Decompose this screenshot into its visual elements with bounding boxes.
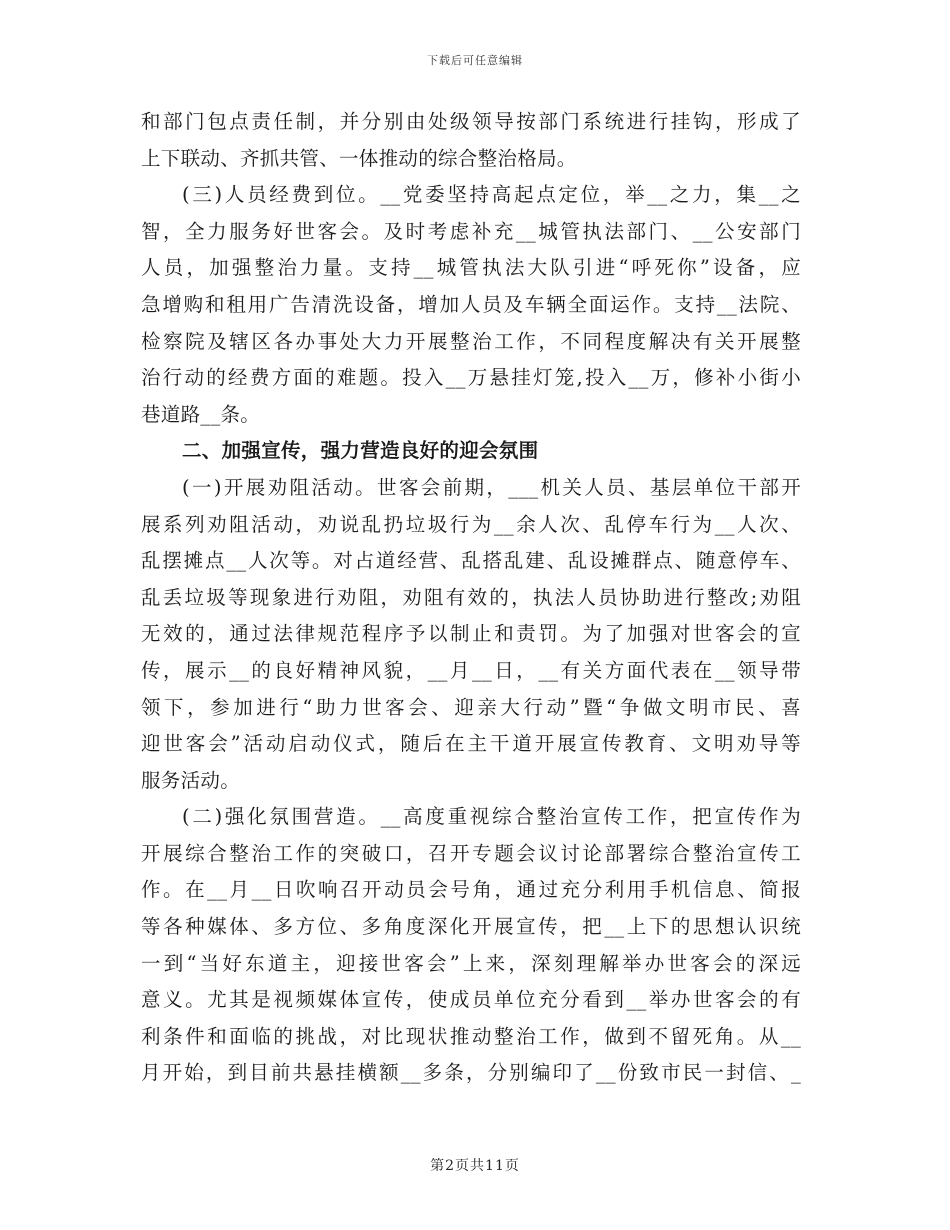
paragraph-line: 人员，加强整治力量。支持__城管执法大队引进“呼死你”设备，应 [141, 256, 801, 280]
paragraph-line: 月开始，到目前共悬挂横额__多条，分别编印了__份致市民一封信、_ [141, 1061, 801, 1085]
paragraph-line: 利条件和面临的挑战，对比现状推动整治工作，做到不留死角。从__ [141, 1024, 801, 1048]
document-body [141, 104, 801, 1092]
paragraph-line: 等各种媒体、多方位、多角度深化开展宣传，把__上下的思想认识统 [141, 915, 801, 939]
paragraph-line: 展系列劝阻活动，劝说乱扔垃圾行为__余人次、乱停车行为__人次、 [141, 512, 801, 536]
paragraph-line: 意义。尤其是视频媒体宣传，使成员单位充分看到__举办世客会的有 [141, 988, 801, 1012]
paragraph-line: 一到“当好东道主，迎接世客会”上来，深刻理解举办世客会的深远 [141, 951, 801, 975]
paragraph-line: (三)人员经费到位。__党委坚持高起点定位，举__之力，集__之 [182, 183, 801, 207]
paragraph-line: 上下联动、齐抓共管、一体推动的综合整治格局。 [141, 146, 577, 170]
paragraph-line: 治行动的经费方面的难题。投入__万悬挂灯笼,投入__万，修补小街小 [141, 366, 801, 390]
section-heading: 二、加强宣传，强力营造良好的迎会氛围 [182, 439, 539, 463]
paragraph-line: 无效的，通过法律规范程序予以制止和责罚。为了加强对世客会的宣 [141, 622, 801, 646]
paragraph-line: 乱摆摊点__人次等。对占道经营、乱搭乱建、乱设摊群点、随意停车、 [141, 549, 801, 573]
paragraph-line: 领下，参加进行“助力世客会、迎亲大行动”暨“争做文明市民、喜 [141, 695, 801, 719]
paragraph-line: (二)强化氛围营造。__高度重视综合整治宣传工作，把宣传作为 [182, 805, 801, 829]
paragraph-line: 开展综合整治工作的突破口，召开专题会议讨论部署综合整治宣传工 [141, 841, 801, 865]
paragraph-line: 检察院及辖区各办事处大力开展整治工作，不同程度解决有关开展整 [141, 329, 801, 353]
paragraph-line: 服务活动。 [141, 768, 241, 792]
paragraph-line: 传，展示__的良好精神风貌，__月__日，__有关方面代表在__领导带 [141, 658, 801, 682]
paragraph-line: (一)开展劝阻活动。世客会前期，___机关人员、基层单位干部开 [182, 475, 801, 499]
paragraph-line: 巷道路__条。 [141, 402, 261, 426]
paragraph-line: 和部门包点责任制，并分别由处级领导按部门系统进行挂钩，形成了 [141, 110, 801, 133]
paragraph-line: 急增购和租用广告清洗设备，增加人员及车辆全面运作。支持__法院、 [141, 292, 801, 316]
paragraph-line: 迎世客会”活动启动仪式，随后在主干道开展宣传教育、文明劝导等 [141, 732, 801, 756]
paragraph-line: 作。在__月__日吹响召开动员会号角，通过充分利用手机信息、简报 [141, 878, 801, 902]
paragraph-line: 智，全力服务好世客会。及时考虑补充__城管执法部门、__公安部门 [141, 219, 801, 243]
paragraph-line: 乱丢垃圾等现象进行劝阻，劝阻有效的，执法人员协助进行整改;劝阻 [141, 585, 801, 609]
page-header: 下载后可任意编辑 [427, 54, 523, 67]
page-footer: 第2页共11页 [430, 1158, 520, 1174]
